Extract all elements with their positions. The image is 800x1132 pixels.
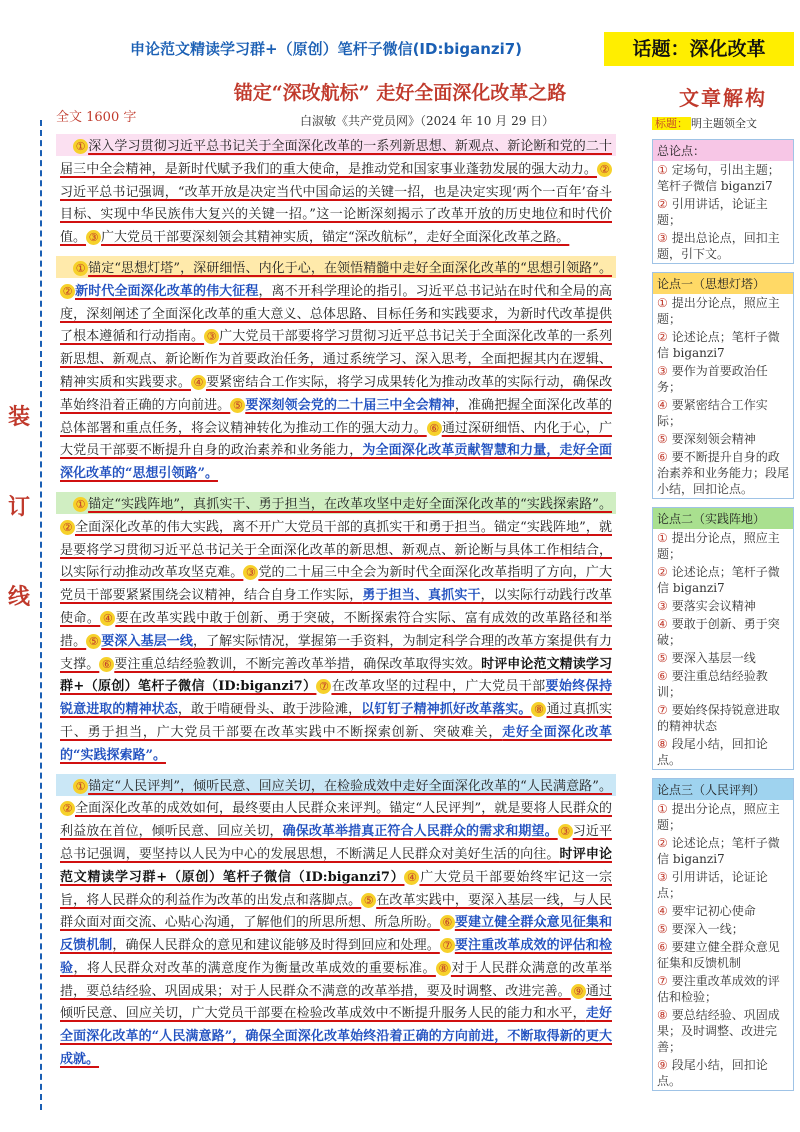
outline-item-number: ⑥ [657, 669, 668, 683]
outline-box-head: 论点一（思想灯塔） [653, 273, 793, 294]
sentence-number: ① [73, 261, 88, 276]
sentence-text: 要建立健全群众意见征集和反馈机制 [60, 915, 612, 954]
header-line: 申论范文精读学习群+（原创）笔杆子微信(ID:biganzi7) [130, 40, 523, 58]
outline-item-number: ⑦ [657, 974, 668, 988]
outline-item [653, 615, 793, 649]
sentence-text: 广大党员干部要将学习贯彻习近平总书记关于全面深化改革的一系列新思想、新观点、新论断作为首要政治任务，通过系统学习、深入思考，全面把握其内在逻辑、精神实质和实践要求。 [60, 329, 612, 390]
outline-item-text: 提出分论点，照应主题； [657, 531, 780, 561]
sentence-number: ④ [191, 375, 206, 390]
outline-item-text: 引用讲话，论证论点； [657, 870, 768, 900]
outline-item [653, 448, 793, 498]
outline-item [653, 195, 793, 229]
tag-text: 明主题领全文 [691, 117, 757, 130]
sentence-text: ，准确把握全面深化改革的总体部署和重点任务，将会议精神转化为推动工作的强大动力。 [60, 397, 612, 436]
outline-item-number: ⑦ [657, 703, 668, 717]
outline-item [653, 649, 793, 667]
sentence-text: 走好全面深化改革的“人民满意路”，确保全面深化改革始终沿着正确的方向前进，不断取得新的更大成就。 [60, 1006, 612, 1068]
sentence-text: 要紧密结合工作实际，将学习成果转化为推动改革的实际行动，确保改革始终沿着正确的方向前进。 [60, 374, 612, 413]
sentence-number: ① [73, 139, 88, 154]
outline-item-text: 定场句，引出主题；笔杆子微信 biganzi7 [657, 163, 780, 193]
outline-item [653, 902, 793, 920]
sentence-text: ，以实际行动践行改革使命。 [60, 588, 612, 626]
word-count: 全文 1600 字 [56, 110, 137, 125]
sentence-text: 全面深化改革的成效如何，最终要由人民群众来评判。锚定“人民评判”，就是要将人民群众的利益放在首位，倾听民意、回应关切， [60, 801, 612, 840]
outline-item-text: 论述论点；笔杆子微信 biganzi7 [657, 836, 780, 866]
binding-label-1: 装 [8, 404, 31, 430]
sentence-number: ② [60, 801, 75, 816]
outline-item-text: 要建立健全群众意见征集和反馈机制 [657, 940, 780, 970]
outline-item [653, 161, 793, 195]
sentence-text: 为全面深化改革贡献智慧和力量，走好全面深化改革的“思想引领路”。 [60, 443, 612, 482]
sentence-text: 新时代全面深化改革的伟大征程 [75, 283, 259, 299]
outline-item-number: ② [657, 330, 668, 344]
outline-item [653, 868, 793, 902]
outline-item-number: ⑨ [657, 1058, 668, 1072]
sentence-text: 通过真抓实干、勇于担当，广大党员干部要在改革实践中不断探索创新、突破难关， [60, 702, 612, 740]
outline-item-text: 要敢于创新、勇于突破； [657, 617, 780, 647]
sentence-text: 以钉钉子精神抓好改革落实。 [361, 702, 532, 718]
outline-item-number: ① [657, 802, 668, 816]
binding-line [40, 120, 42, 1110]
sidebar-title-tag [652, 115, 794, 131]
outline-item-text: 论述论点；笔杆子微信 biganzi7 [657, 330, 780, 360]
outline-item-number: ③ [657, 599, 668, 613]
outline-item-number: ② [657, 565, 668, 579]
outline-item-text: 要始终保持锐意进取的精神状态 [657, 703, 780, 733]
outline-item [653, 529, 793, 563]
outline-item [653, 294, 793, 328]
article-body [56, 134, 616, 1078]
outline-item-text: 要紧密结合工作实际； [657, 398, 768, 428]
sentence-text: 在改革实践中，要深入基层一线，与人民群众面对面交流、心贴心沟通，了解他们的所思所想、所急所盼。 [60, 892, 612, 931]
outline-box-head: 论点二（实践阵地） [653, 508, 793, 529]
sentence-text: ，将人民群众对改革的满意度作为衡量改革成效的重要标准。 [73, 960, 436, 976]
outline-item-number: ⑤ [657, 922, 668, 936]
outline-item-text: 引用讲话，论证主题； [657, 197, 768, 227]
sentence-text: 锚定“人民评判”，倾听民意、回应关切，在检验成效中走好全面深化改革的“人民满意路”。 [88, 778, 612, 794]
outline-item [653, 597, 793, 615]
outline-item-text: 段尾小结，回扣论点。 [657, 737, 768, 767]
outline-item-number: ② [657, 197, 668, 211]
tag-label: 标题： [652, 117, 691, 130]
outline-item-text: 要牢记初心使命 [671, 904, 756, 918]
sentence-number: ⑧ [531, 702, 546, 717]
sentence-number: ⑨ [571, 984, 586, 999]
sentence-text: 要始终保持锐意进取的精神状态 [60, 679, 612, 718]
sentence-text: 要深入基层一线 [101, 633, 193, 649]
sentence-number: ⑥ [427, 421, 442, 436]
outline-item-text: 要注重改革成效的评估和检验； [657, 974, 780, 1004]
sentence-text: 通过深研细悟、内化于心，广大党员干部要不断提升自身的政治素养和业务能力， [60, 420, 612, 459]
article-byline: 白淑敏《共产党员网》（2024 年 10 月 29 日） [300, 114, 555, 128]
outline-item [653, 430, 793, 448]
outline-item [653, 362, 793, 396]
outline-item [653, 563, 793, 597]
sentence-text: ，了解实际情况，掌握第一手资料，为制定科学合理的改革方案提供有力支撑。 [60, 633, 612, 672]
outline-item [653, 667, 793, 701]
outline-item-number: ③ [657, 231, 668, 245]
outline-item [653, 938, 793, 972]
sidebar [652, 82, 794, 1091]
sentence-text: 深入学习贯彻习近平总书记关于全面深化改革的一系列新思想、新观点、新论断和党的二十届三中全会精神，是新时代赋予我们的重大使命，是推动党和国家事业蓬勃发展的强大动力。 [60, 139, 612, 177]
sentence-text: 勇于担当、真抓实干 [362, 588, 481, 604]
outline-item-number: ⑥ [657, 450, 668, 464]
outline-item-text: 要总结经验、巩固成果；及时调整、改进完善； [657, 1008, 780, 1054]
sentence-number: ③ [204, 329, 219, 344]
paragraph-2 [56, 256, 616, 488]
sentence-number: ⑦ [316, 679, 331, 694]
paragraph-4 [56, 774, 616, 1074]
sentence-number: ② [60, 520, 75, 535]
sentence-number: ⑦ [440, 938, 455, 953]
sentence-number: ⑤ [86, 634, 101, 649]
outline-item-number: ③ [657, 870, 668, 884]
sentence-text: 确保改革举措真正符合人民群众的需求和期望。 [282, 824, 558, 840]
sentence-number: ⑥ [99, 657, 114, 672]
sentence-text: 通过倾听民意、回应关切，广大党员干部要在检验改革成效中不断提升服务人民的能力和水平， [60, 983, 612, 1022]
sentence-text: 党的二十届三中全会为新时代全面深化改革指明了方向，广大党员干部要紧紧围绕会议精神，结合自身工作实际， [60, 565, 612, 604]
article-title: 锚定“深改航标” 走好全面深化改革之路 [233, 82, 567, 104]
outline-item [653, 229, 793, 263]
sentence-text: 要注重改革成效的评估和检验 [60, 938, 612, 976]
outline-item [653, 701, 793, 735]
outline-item [653, 328, 793, 362]
outline-item-text: 要作为首要政治任务； [657, 364, 768, 394]
sentence-text: 走好全面深化改革的“实践探索路”。 [60, 724, 612, 763]
outline-item-number: ① [657, 163, 668, 177]
sentence-text: 对于人民群众满意的改革举措，要总结经验、巩固成果；对于人民群众不满意的改革举措，要及时调整、改进完善。 [60, 960, 612, 999]
sentence-number: ③ [243, 565, 258, 580]
outline-item [653, 1056, 793, 1090]
outline-item-text: 提出总论点，回扣主题，引下文。 [657, 231, 780, 261]
outline-box-2 [652, 272, 794, 499]
outline-item-number: ④ [657, 904, 668, 918]
outline-item-text: 论述论点；笔杆子微信 biganzi7 [657, 565, 780, 595]
topic-badge: 话题：深化改革 [604, 32, 794, 66]
outline-item-number: ④ [657, 617, 668, 631]
sentence-number: ② [60, 284, 75, 299]
sentence-text: ，离不开科学理论的指引。习近平总书记站在时代和全局的高度，深刻阐述了全面深化改革的重大意义、总体思路、目标任务和实践要求，为新时代改革提供了根本遵循和行动指南。 [60, 283, 612, 345]
outline-item-number: ⑥ [657, 940, 668, 954]
outline-item-number: ② [657, 836, 668, 850]
outline-box-3 [652, 507, 794, 770]
outline-item-number: ④ [657, 398, 668, 412]
sentence-text: 广大党员干部要始终牢记这一宗旨，将人民群众的利益作为改革的出发点和落脚点。 [60, 869, 612, 908]
sentence-text: 在改革攻坚的过程中，广大党员干部 [331, 679, 546, 695]
sentence-text: 时评申论范文精读学习群+（原创）笔杆子微信（ID:biganzi7） [60, 846, 612, 885]
outline-item [653, 735, 793, 769]
paragraph-3 [56, 492, 616, 770]
outline-item-text: 要落实会议精神 [671, 599, 756, 613]
outline-box-1 [652, 139, 794, 264]
sentence-text: ，敢于啃硬骨头、敢于涉险滩， [177, 702, 362, 718]
sidebar-title: 文章解构 [679, 86, 767, 110]
sentence-number: ① [73, 779, 88, 794]
outline-item-number: ③ [657, 364, 668, 378]
outline-item-text: 要深刻领会精神 [671, 432, 756, 446]
sentence-number: ⑥ [440, 915, 455, 930]
outline-item-text: 提出分论点，照应主题； [657, 802, 780, 832]
sentence-number: ③ [86, 230, 101, 245]
sentence-number: ① [73, 497, 88, 512]
sentence-number: ⑤ [230, 398, 245, 413]
sidebar-boxes [652, 139, 794, 1091]
paragraph-1 [56, 134, 616, 252]
outline-item-number: ⑧ [657, 737, 668, 751]
sentence-text: 要深刻领会党的二十届三中全会精神 [245, 397, 455, 413]
outline-item [653, 800, 793, 834]
sentence-text: 要注重总结经验教训，不断完善改革举措，确保改革取得实效。 [114, 656, 482, 672]
outline-item [653, 920, 793, 938]
sentence-number: ⑧ [436, 961, 451, 976]
binding-label-3: 线 [8, 584, 31, 610]
outline-box-head: 论点三（人民评判） [653, 779, 793, 800]
sentence-number: ⑤ [361, 893, 376, 908]
outline-item [653, 1006, 793, 1056]
sentence-text: 时评申论范文精读学习群+（原创）笔杆子微信（ID:biganzi7） [60, 656, 612, 695]
outline-item [653, 972, 793, 1006]
outline-item [653, 834, 793, 868]
outline-item-text: 提出分论点，照应主题； [657, 296, 780, 326]
sentence-text: 锚定“思想灯塔”，深研细悟、内化于心，在领悟精髓中走好全面深化改革的“思想引领路”。 [88, 260, 612, 276]
outline-box-4 [652, 778, 794, 1091]
sentence-number: ④ [404, 870, 419, 885]
outline-item-text: 要注重总结经验教训； [657, 669, 768, 699]
outline-item [653, 396, 793, 430]
outline-item-number: ① [657, 296, 668, 310]
outline-item-number: ⑤ [657, 432, 668, 446]
outline-box-head: 总论点： [653, 140, 793, 161]
outline-item-text: 要不断提升自身的政治素养和业务能力；段尾小结，回扣论点。 [657, 450, 790, 496]
sentence-text: 全面深化改革的伟大实践，离不开广大党员干部的真抓实干和勇于担当。锚定“实践阵地”，就是要将学习贯彻习近平总书记关于全面深化改革的新思想、新观点、新论断与具体工作相结合，以实际行动推动改革攻坚克难。 [60, 519, 612, 581]
outline-item-text: 要深入基层一线 [671, 651, 756, 665]
sentence-text: 习近平总书记强调，“改革开放是决定当代中国命运的关键一招，也是决定实现‘两个一百年’奋斗目标、实现中华民族伟大复兴的关键一招。”这一论断深刻揭示了改革开放的历史地位和时代价值。 [60, 184, 612, 246]
outline-item-number: ⑤ [657, 651, 668, 665]
sentence-number: ④ [100, 611, 115, 626]
sentence-text: 广大党员干部要深刻领会其精神实质，锚定“深改航标”，走好全面深化改革之路。 [101, 230, 570, 246]
sentence-text: 要在改革实践中敢于创新、勇于突破，不断探索符合实际、富有成效的改革路径和举措。 [60, 610, 612, 649]
sentence-text: 锚定“实践阵地”，真抓实干、勇于担当，在改革攻坚中走好全面深化改革的“实践探索路”。 [88, 496, 612, 512]
sentence-number: ③ [558, 824, 573, 839]
sentence-text: 习近平总书记强调，要坚持以人民为中心的发展思想，不断满足人民群众对美好生活的向往。 [60, 824, 612, 862]
sentence-text: ，确保人民群众的意见和建议能够及时得到回应和处理。 [112, 938, 440, 954]
outline-item-text: 段尾小结，回扣论点。 [657, 1058, 768, 1088]
outline-item-text: 要深入一线； [671, 922, 744, 936]
sentence-number: ② [597, 162, 612, 177]
outline-item-number: ① [657, 531, 668, 545]
binding-label-2: 订 [8, 494, 31, 520]
outline-item-number: ⑧ [657, 1008, 668, 1022]
